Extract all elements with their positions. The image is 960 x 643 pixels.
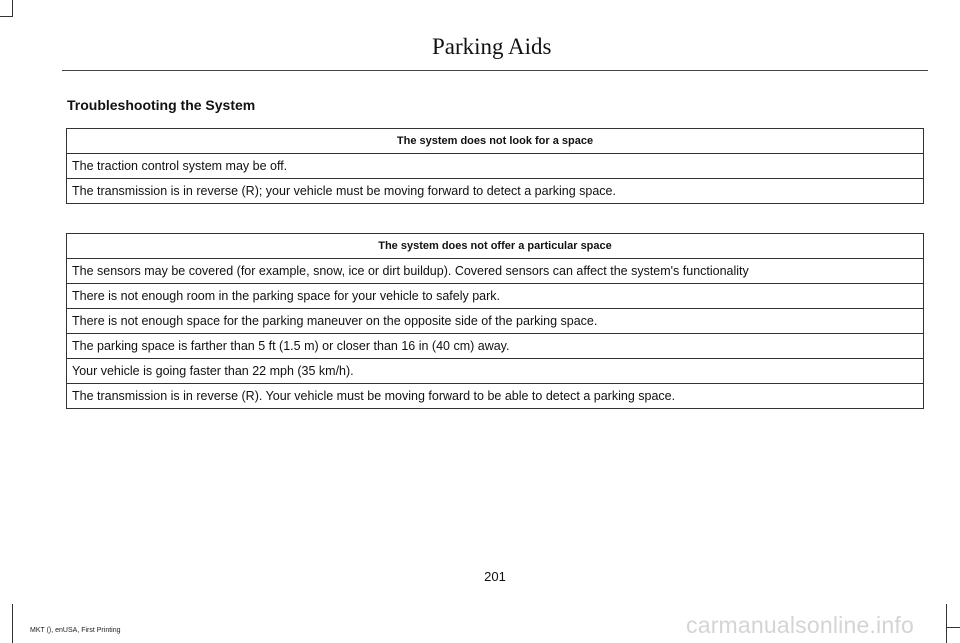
table-row (67, 259, 924, 284)
table-row (67, 179, 924, 204)
table-cell: The transmission is in reverse (R); your vehicle must be moving forward to detect a parking space. (67, 179, 924, 204)
table-header-cell: The system does not look for a space (67, 129, 924, 154)
table-row (67, 384, 924, 409)
table-header-cell: The system does not offer a particular space (67, 234, 924, 259)
footer-edition-text: MKT (), enUSA, First Printing (30, 627, 121, 634)
watermark-text: carmanualsonline.info (686, 612, 914, 638)
table-row (67, 334, 924, 359)
crop-mark-bottom-right-horizontal (946, 627, 960, 628)
table-row (67, 359, 924, 384)
table-row (67, 154, 924, 179)
table-cell: There is not enough space for the parking maneuver on the opposite side of the parking space. (67, 309, 924, 334)
table-cell: The parking space is farther than 5 ft (1.5 m) or closer than 16 in (40 cm) away. (67, 334, 924, 359)
table-cell: The transmission is in reverse (R). Your vehicle must be moving forward to be able to detect a parking space. (67, 384, 924, 409)
table-cell: The traction control system may be off. (67, 154, 924, 179)
crop-mark-top-left-horizontal (0, 16, 13, 17)
crop-mark-top-left-vertical (12, 0, 13, 16)
table-cell: Your vehicle is going faster than 22 mph (35 km/h). (67, 359, 924, 384)
table-header-row (67, 129, 924, 154)
table-row (67, 309, 924, 334)
troubleshooting-table-no-space-search (66, 128, 924, 204)
troubleshooting-table-no-particular-space (66, 233, 924, 409)
table-cell: There is not enough room in the parking space for your vehicle to safely park. (67, 284, 924, 309)
crop-mark-bottom-left-vertical (12, 604, 13, 643)
page-number: 201 (484, 569, 506, 584)
page-header-title: Parking Aids (432, 34, 552, 59)
table-row (67, 284, 924, 309)
section-heading: Troubleshooting the System (67, 97, 256, 113)
crop-mark-bottom-right-vertical (946, 604, 947, 643)
table-cell: The sensors may be covered (for example, snow, ice or dirt buildup). Covered sensors can affect the system's functionality (67, 259, 924, 284)
table-header-row (67, 234, 924, 259)
header-divider (62, 70, 928, 71)
